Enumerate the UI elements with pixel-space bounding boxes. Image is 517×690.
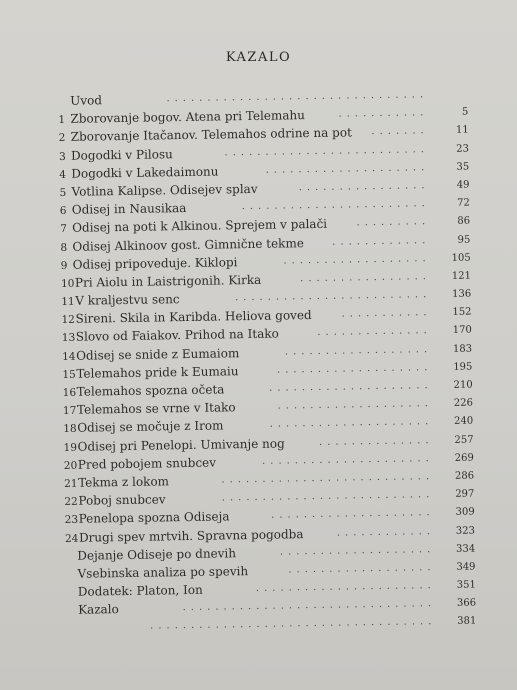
- toc-entry-title: Poboj snubcev: [78, 492, 166, 508]
- toc-entry-page: 257: [454, 434, 474, 446]
- toc-entry-number: 17: [62, 404, 77, 418]
- toc-entry-title: Odisej se močuje z Irom: [77, 418, 224, 436]
- dot-leader: ............: [332, 234, 431, 248]
- dot-leader: ....................: [269, 380, 433, 394]
- toc-entry-page: 309: [455, 506, 475, 519]
- toc-entry-title: Drugi spev mrtvih. Spravna pogodba: [78, 526, 304, 545]
- toc-entry-title: Slovo od Faiakov. Prihod na Itako: [75, 327, 279, 345]
- toc-entry-title: Telemahos pride k Eumaiu: [76, 364, 239, 381]
- dot-leader: ...................................: [150, 616, 437, 633]
- toc-entry-page: 226: [453, 397, 474, 410]
- toc-entry-number: 21: [64, 477, 78, 490]
- toc-entry-number: 9: [60, 259, 68, 272]
- toc-entry-title: Dogodki v Lakedaimonu: [71, 164, 219, 181]
- toc-entry-title: Pri Aiolu in Laistrigonih. Kirka: [74, 272, 262, 290]
- toc-entry-page: 297: [455, 488, 475, 500]
- toc-entry-title: Odisej se snide z Eumaiom: [76, 345, 240, 363]
- table-of-contents: [58, 86, 477, 638]
- toc-entry-number: 18: [63, 423, 77, 436]
- toc-entry-page: 11: [455, 124, 469, 137]
- toc-entry-number: 19: [63, 441, 78, 454]
- toc-entry-number: 16: [62, 386, 77, 399]
- toc-entry-title: Pred pobojem snubcev: [77, 455, 217, 472]
- dot-leader: ......................: [255, 580, 436, 595]
- toc-entry-title: Uvod: [70, 93, 103, 108]
- dot-leader: ..................: [283, 252, 431, 267]
- toc-entry-page: 381: [457, 615, 477, 628]
- toc-entry-number: 10: [60, 277, 75, 290]
- toc-entry-page: 349: [456, 561, 476, 573]
- toc-entry-page: 286: [454, 470, 475, 482]
- toc-entry-page: 86: [457, 215, 471, 228]
- toc-entry-page: 72: [456, 197, 470, 209]
- dot-leader: .........................: [224, 143, 430, 158]
- toc-entry-page: 23: [456, 143, 470, 155]
- toc-entry-page: 152: [452, 306, 472, 319]
- toc-entry-number: 14: [62, 350, 76, 363]
- dot-leader: ..................: [284, 343, 433, 358]
- dot-leader: .......: [371, 125, 429, 138]
- toc-entry-number: 5: [59, 186, 67, 199]
- toc-entry-page: 183: [452, 343, 473, 355]
- toc-entry-title: Votlina Kalipse. Odisejev splav: [71, 181, 258, 199]
- toc-entry-number: 13: [61, 332, 76, 345]
- toc-entry-page: 366: [456, 597, 477, 610]
- toc-entry-page: 49: [456, 179, 470, 191]
- dot-leader: ....................: [265, 161, 430, 176]
- toc-entry-number: 2: [58, 132, 66, 145]
- toc-entry-page: 35: [456, 161, 470, 173]
- toc-entry-number: 24: [64, 532, 79, 545]
- toc-entry-title: Kazalo: [78, 602, 119, 617]
- dot-leader: ....................: [271, 507, 435, 522]
- toc-entry-title: Odisej pripoveduje. Kiklopi: [72, 254, 238, 272]
- toc-entry-number: 7: [60, 223, 67, 236]
- toc-entry-number: 12: [61, 314, 76, 327]
- toc-entry-number: 4: [59, 168, 67, 181]
- dot-leader: ..........................: [221, 471, 435, 486]
- toc-entry-title: Penelopa spozna Odiseja: [78, 509, 230, 527]
- toc-entry-page: 269: [454, 452, 474, 464]
- toc-entry-number: 20: [63, 459, 78, 472]
- dot-leader: .........: [356, 216, 431, 229]
- toc-entry-page: 170: [452, 324, 472, 337]
- toc-entry-number: 11: [61, 295, 75, 309]
- dot-leader: ............: [336, 525, 436, 539]
- toc-entry-number: 3: [58, 150, 66, 163]
- toc-entry-title: Zborovanje Itačanov. Telemahos odrine na pot: [70, 125, 352, 145]
- toc-entry-title: Odisej na poti k Alkinou. Sprejem v palači: [72, 217, 328, 236]
- dot-leader: ...................: [276, 361, 433, 376]
- dot-leader: ....................: [269, 416, 434, 431]
- dot-leader: ..............: [318, 434, 434, 448]
- toc-entry-page: 136: [452, 288, 472, 300]
- toc-entry-page: [432, 86, 468, 87]
- page-title: KAZALO: [225, 50, 292, 65]
- dot-leader: ........................: [234, 289, 432, 304]
- dot-leader: ..........................: [221, 489, 435, 504]
- toc-entry-page: 351: [456, 579, 476, 591]
- toc-entry-page: 5: [461, 106, 469, 118]
- toc-entry-title: Telemahos spozna očeta: [76, 382, 225, 399]
- toc-entry-title: Dodatek: Platon, Ion: [77, 582, 203, 599]
- toc-entry-page: 334: [456, 543, 476, 555]
- toc-entry-title: Odisej Alkinoov gost. Gimnične tekme: [72, 235, 304, 254]
- dot-leader: ................: [300, 271, 432, 285]
- dot-leader: ...................: [277, 398, 434, 412]
- toc-entry-title: Dogodki v Pilosu: [70, 146, 173, 163]
- dot-leader: ...............................: [182, 598, 437, 614]
- dot-leader: ................................: [166, 89, 429, 105]
- toc-entry-title: Telemahos se vrne v Itako: [76, 400, 236, 417]
- toc-entry-number: 22: [64, 495, 78, 509]
- dot-leader: ................: [298, 180, 430, 194]
- dot-leader: .....................: [261, 452, 434, 467]
- toc-entry-title: Odisej pri Penelopi. Umivanje nog: [77, 436, 285, 454]
- toc-entry-title: Zborovanje bogov. Atena pri Telemahu: [70, 108, 306, 126]
- dot-leader: .......................: [241, 198, 430, 213]
- toc-entry-title: Tekma z lokom: [78, 474, 170, 490]
- dot-leader: ...........: [341, 307, 432, 320]
- dot-leader: ..................: [288, 562, 436, 576]
- dot-leader: ...................: [279, 543, 436, 558]
- toc-entry-page: 195: [453, 361, 473, 373]
- toc-entry-title: Dejanje Odiseje po dnevih: [77, 545, 237, 563]
- toc-entry-title: Odisej in Nausikaa: [71, 201, 187, 217]
- toc-entry-number: 15: [62, 368, 76, 381]
- toc-entry-page: 323: [455, 525, 476, 537]
- toc-entry-title: V kraljestvu senc: [75, 292, 180, 308]
- toc-entry-page: 121: [451, 270, 472, 282]
- toc-entry-page: 95: [457, 234, 471, 246]
- toc-entry-number: 23: [64, 514, 79, 527]
- toc-entry-title: Sireni. Skila in Karibda. Heliova goved: [75, 308, 312, 327]
- toc-entry-number: 6: [59, 205, 67, 218]
- toc-entry-page: 240: [454, 415, 474, 428]
- dot-leader: ..............: [317, 325, 432, 339]
- toc-entry-number: 8: [60, 241, 68, 254]
- toc-entry-page: 210: [453, 379, 473, 391]
- dot-leader: ...........: [338, 107, 429, 120]
- toc-entry-title: Vsebinska analiza po spevih: [77, 563, 249, 581]
- toc-entry-number: 1: [58, 114, 66, 127]
- toc-entry-page: 105: [451, 252, 471, 264]
